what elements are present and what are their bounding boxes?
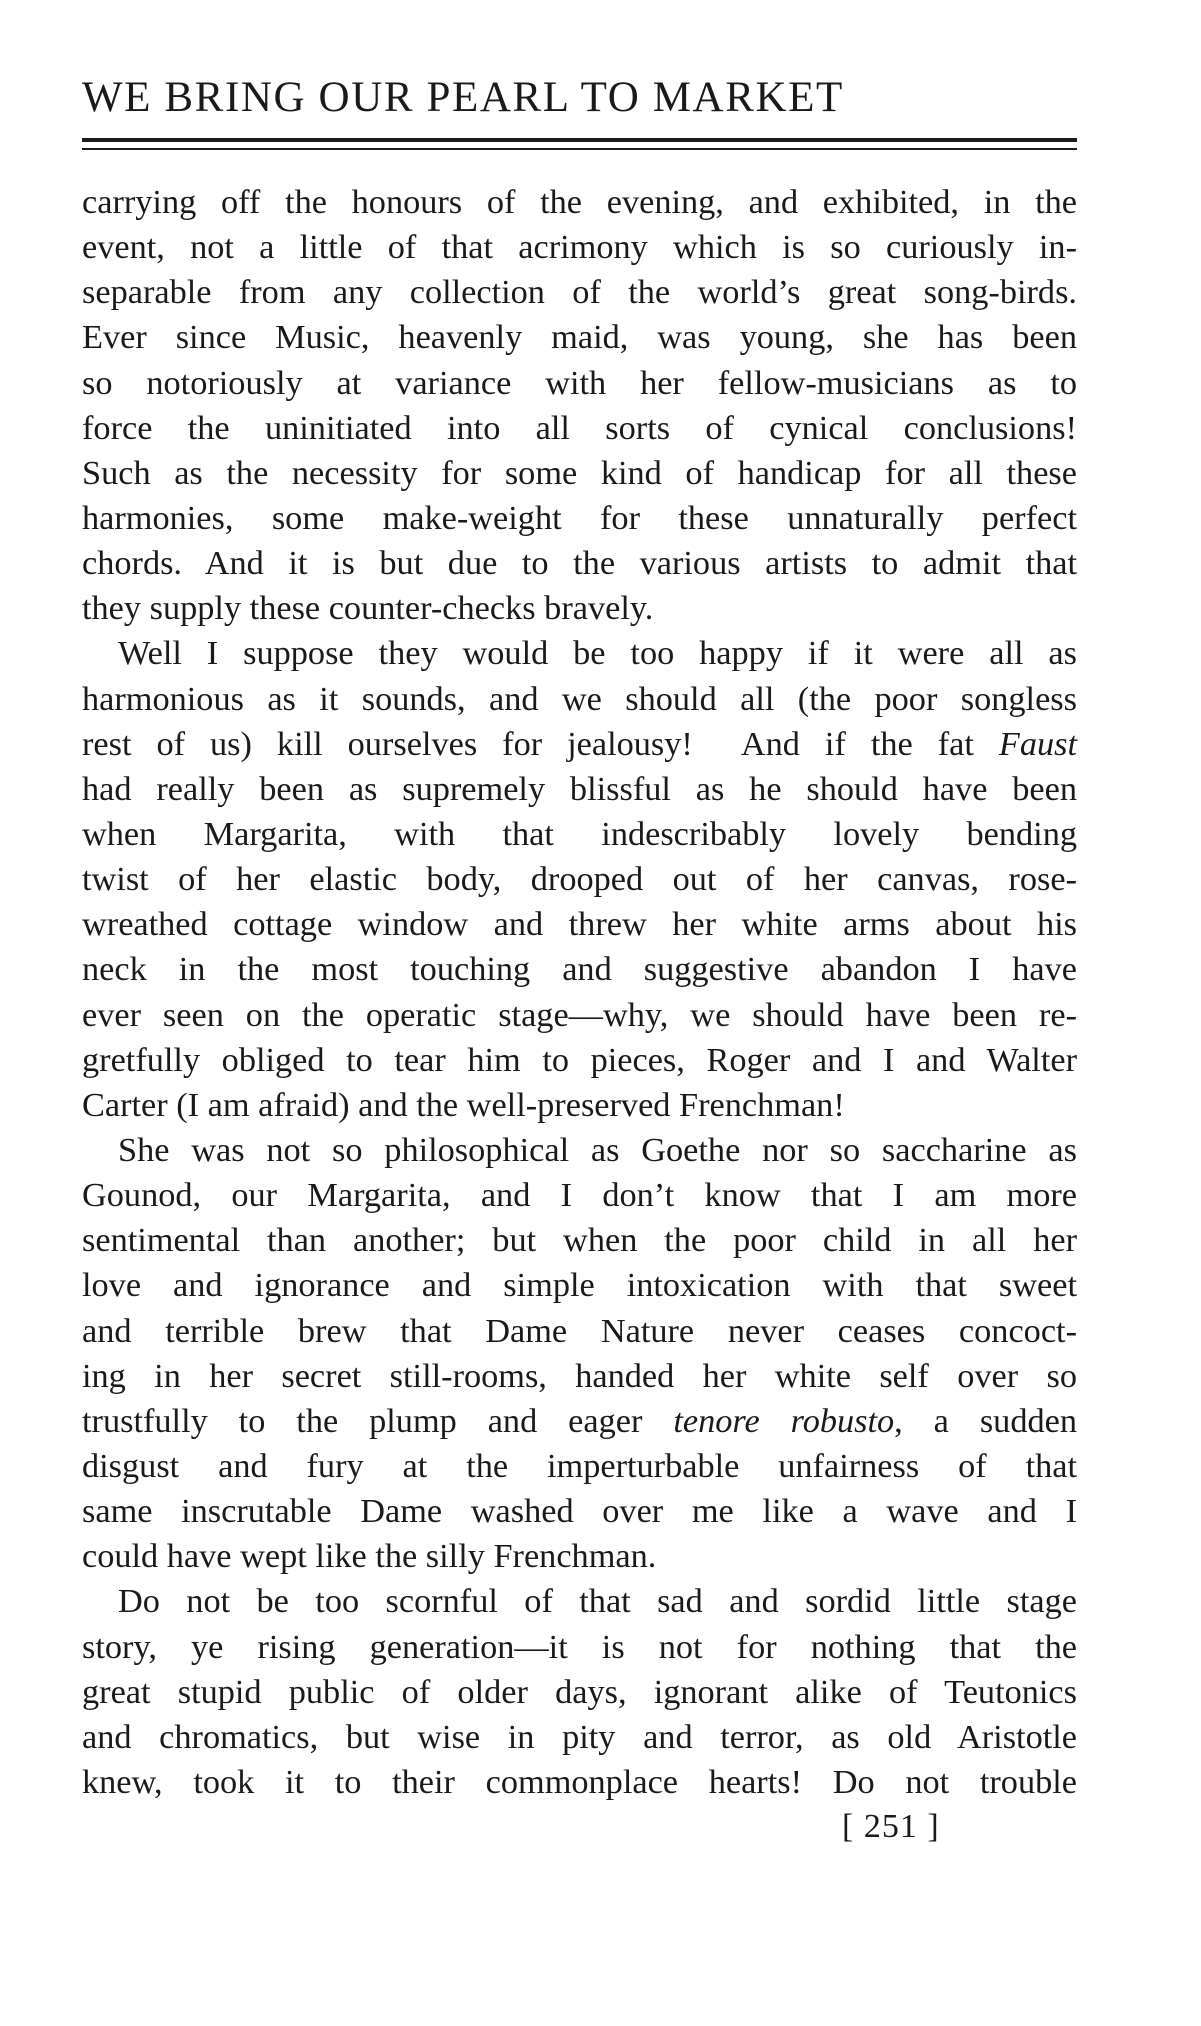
text-line: twist of her elastic body, drooped out of her canvas, rose-	[82, 860, 1077, 899]
text-run: trustfully to the plump and eager	[82, 1401, 674, 1440]
text-line: neck in the most touching and suggestive abandon I have	[82, 950, 1077, 989]
body-text	[82, 180, 1077, 1805]
text-line: had really been as supremely blissful as he should have been	[82, 769, 1077, 808]
text-line: ing in her secret still-rooms, handed her white self over so	[82, 1356, 1077, 1395]
text-line: harmonious as it sounds, and we should all (the poor songless	[82, 679, 1077, 718]
text-line: Gounod, our Margarita, and I don’t know that I am more	[82, 1176, 1077, 1215]
text-line: great stupid public of older days, ignorant alike of Teutonics	[82, 1672, 1077, 1711]
text-line	[82, 1399, 1077, 1444]
text-line: chords. And it is but due to the various artists to admit that	[82, 544, 1077, 583]
text-line: when Margarita, with that indescribably lovely bending	[82, 814, 1077, 853]
text-line: Ever since Music, heavenly maid, was young, she has been	[82, 318, 1077, 357]
text-line: harmonies, some make-weight for these unnaturally perfect	[82, 498, 1077, 537]
text-line: they supply these counter-checks bravely.	[82, 589, 654, 628]
text-line: ever seen on the operatic stage—why, we should have been re-	[82, 995, 1077, 1034]
text-line: She was not so philosophical as Goethe nor so saccharine as	[118, 1130, 1077, 1169]
italic-phrase-tenore-robusto: tenore robusto	[673, 1401, 895, 1440]
text-line: disgust and fury at the imperturbable unfairness of that	[82, 1446, 1077, 1485]
text-line: could have wept like the silly Frenchman.	[82, 1537, 657, 1576]
text-line: Such as the necessity for some kind of handicap for all these	[82, 453, 1077, 492]
text-line: sentimental than another; but when the poor child in all her	[82, 1221, 1077, 1260]
running-head: WE BRING OUR PEARL TO MARKET	[82, 74, 844, 121]
text-line: love and ignorance and simple intoxication with that sweet	[82, 1266, 1077, 1305]
text-line: Do not be too scornful of that sad and sordid little stage	[118, 1582, 1077, 1621]
italic-title-faust: Faust	[998, 724, 1077, 763]
header-rule-thick	[82, 138, 1077, 142]
header-rule-thin	[82, 148, 1077, 150]
text-line: knew, took it to their commonplace hearts! Do not trouble	[82, 1762, 1077, 1801]
text-line: same inscrutable Dame washed over me like a wave and I	[82, 1492, 1077, 1531]
text-line	[82, 722, 1077, 767]
text-line: separable from any collection of the world’s great song-birds.	[82, 273, 1077, 312]
text-line: gretfully obliged to tear him to pieces, Roger and I and Walter	[82, 1040, 1077, 1079]
text-line: so notoriously at variance with her fellow-musicians as to	[82, 363, 1077, 402]
text-run: , a sudden	[894, 1401, 1077, 1440]
text-line: story, ye rising generation—it is not for nothing that the	[82, 1627, 1077, 1666]
text-line: and terrible brew that Dame Nature never ceases concoct-	[82, 1311, 1077, 1350]
text-line: and chromatics, but wise in pity and terror, as old Aristotle	[82, 1717, 1077, 1756]
text-line: carrying off the honours of the evening, and exhibited, in the	[82, 183, 1077, 221]
page-number: [ 251 ]	[842, 1808, 940, 1845]
text-line: Carter (I am afraid) and the well-preserved Frenchman!	[82, 1085, 845, 1124]
text-line: Well I suppose they would be too happy if it were all as	[118, 634, 1077, 673]
text-run: rest of us) kill ourselves for jealousy! And if the fat	[82, 724, 999, 763]
text-line: event, not a little of that acrimony which is so curiously in-	[82, 228, 1077, 267]
text-line: wreathed cottage window and threw her white arms about his	[82, 905, 1077, 944]
text-line: force the uninitiated into all sorts of cynical conclusions!	[82, 408, 1077, 447]
